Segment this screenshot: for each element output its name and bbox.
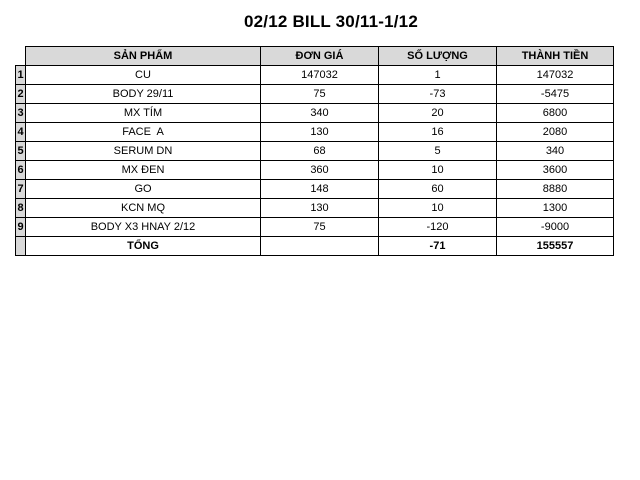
header-row xyxy=(16,47,614,66)
cell-amount: 8880 xyxy=(497,180,614,199)
cell-amount: 6800 xyxy=(497,104,614,123)
row-index-blank xyxy=(16,237,26,256)
header-qty: SỐ LƯỢNG xyxy=(379,47,497,66)
row-index: 1 xyxy=(16,66,26,85)
cell-product: BODY X3 HNAY 2/12 xyxy=(26,218,261,237)
cell-product: KCN MQ xyxy=(26,199,261,218)
total-price xyxy=(261,237,379,256)
cell-price: 68 xyxy=(261,142,379,161)
total-amount: 155557 xyxy=(497,237,614,256)
row-index: 3 xyxy=(16,104,26,123)
header-product: SẢN PHẨM xyxy=(26,47,261,66)
cell-price: 130 xyxy=(261,199,379,218)
cell-price: 130 xyxy=(261,123,379,142)
header-amount: THÀNH TIỀN xyxy=(497,47,614,66)
cell-amount: 3600 xyxy=(497,161,614,180)
cell-qty: 10 xyxy=(379,199,497,218)
cell-qty: 1 xyxy=(379,66,497,85)
cell-price: 75 xyxy=(261,85,379,104)
row-index: 2 xyxy=(16,85,26,104)
cell-product: MX TÍM xyxy=(26,104,261,123)
table-row xyxy=(16,142,614,161)
row-index: 9 xyxy=(16,218,26,237)
header-price: ĐƠN GIÁ xyxy=(261,47,379,66)
cell-qty: 60 xyxy=(379,180,497,199)
cell-product: GO xyxy=(26,180,261,199)
cell-price: 360 xyxy=(261,161,379,180)
cell-qty: 20 xyxy=(379,104,497,123)
cell-qty: 16 xyxy=(379,123,497,142)
page-title: 02/12 BILL 30/11-1/12 xyxy=(243,12,418,31)
table-row xyxy=(16,161,614,180)
cell-product: FACE A xyxy=(26,123,261,142)
row-index: 7 xyxy=(16,180,26,199)
row-index: 5 xyxy=(16,142,26,161)
cell-qty: 10 xyxy=(379,161,497,180)
bill-table xyxy=(15,46,614,256)
cell-product: BODY 29/11 xyxy=(26,85,261,104)
corner-cell xyxy=(16,47,26,66)
table-row xyxy=(16,104,614,123)
cell-amount: -9000 xyxy=(497,218,614,237)
cell-price: 147032 xyxy=(261,66,379,85)
table-row xyxy=(16,66,614,85)
cell-qty: 5 xyxy=(379,142,497,161)
table-row xyxy=(16,218,614,237)
table-row xyxy=(16,199,614,218)
cell-price: 148 xyxy=(261,180,379,199)
table-row xyxy=(16,180,614,199)
total-row xyxy=(16,237,614,256)
cell-qty: -73 xyxy=(379,85,497,104)
row-index: 6 xyxy=(16,161,26,180)
cell-amount: 1300 xyxy=(497,199,614,218)
cell-amount: 2080 xyxy=(497,123,614,142)
row-index: 4 xyxy=(16,123,26,142)
cell-qty: -120 xyxy=(379,218,497,237)
table-row xyxy=(16,85,614,104)
cell-product: MX ĐEN xyxy=(26,161,261,180)
total-qty: -71 xyxy=(379,237,497,256)
table-row xyxy=(16,123,614,142)
cell-product: CU xyxy=(26,66,261,85)
row-index: 8 xyxy=(16,199,26,218)
cell-price: 340 xyxy=(261,104,379,123)
cell-price: 75 xyxy=(261,218,379,237)
cell-product: SERUM DN xyxy=(26,142,261,161)
total-label: TỔNG xyxy=(26,237,261,256)
cell-amount: 340 xyxy=(497,142,614,161)
cell-amount: 147032 xyxy=(497,66,614,85)
cell-amount: -5475 xyxy=(497,85,614,104)
